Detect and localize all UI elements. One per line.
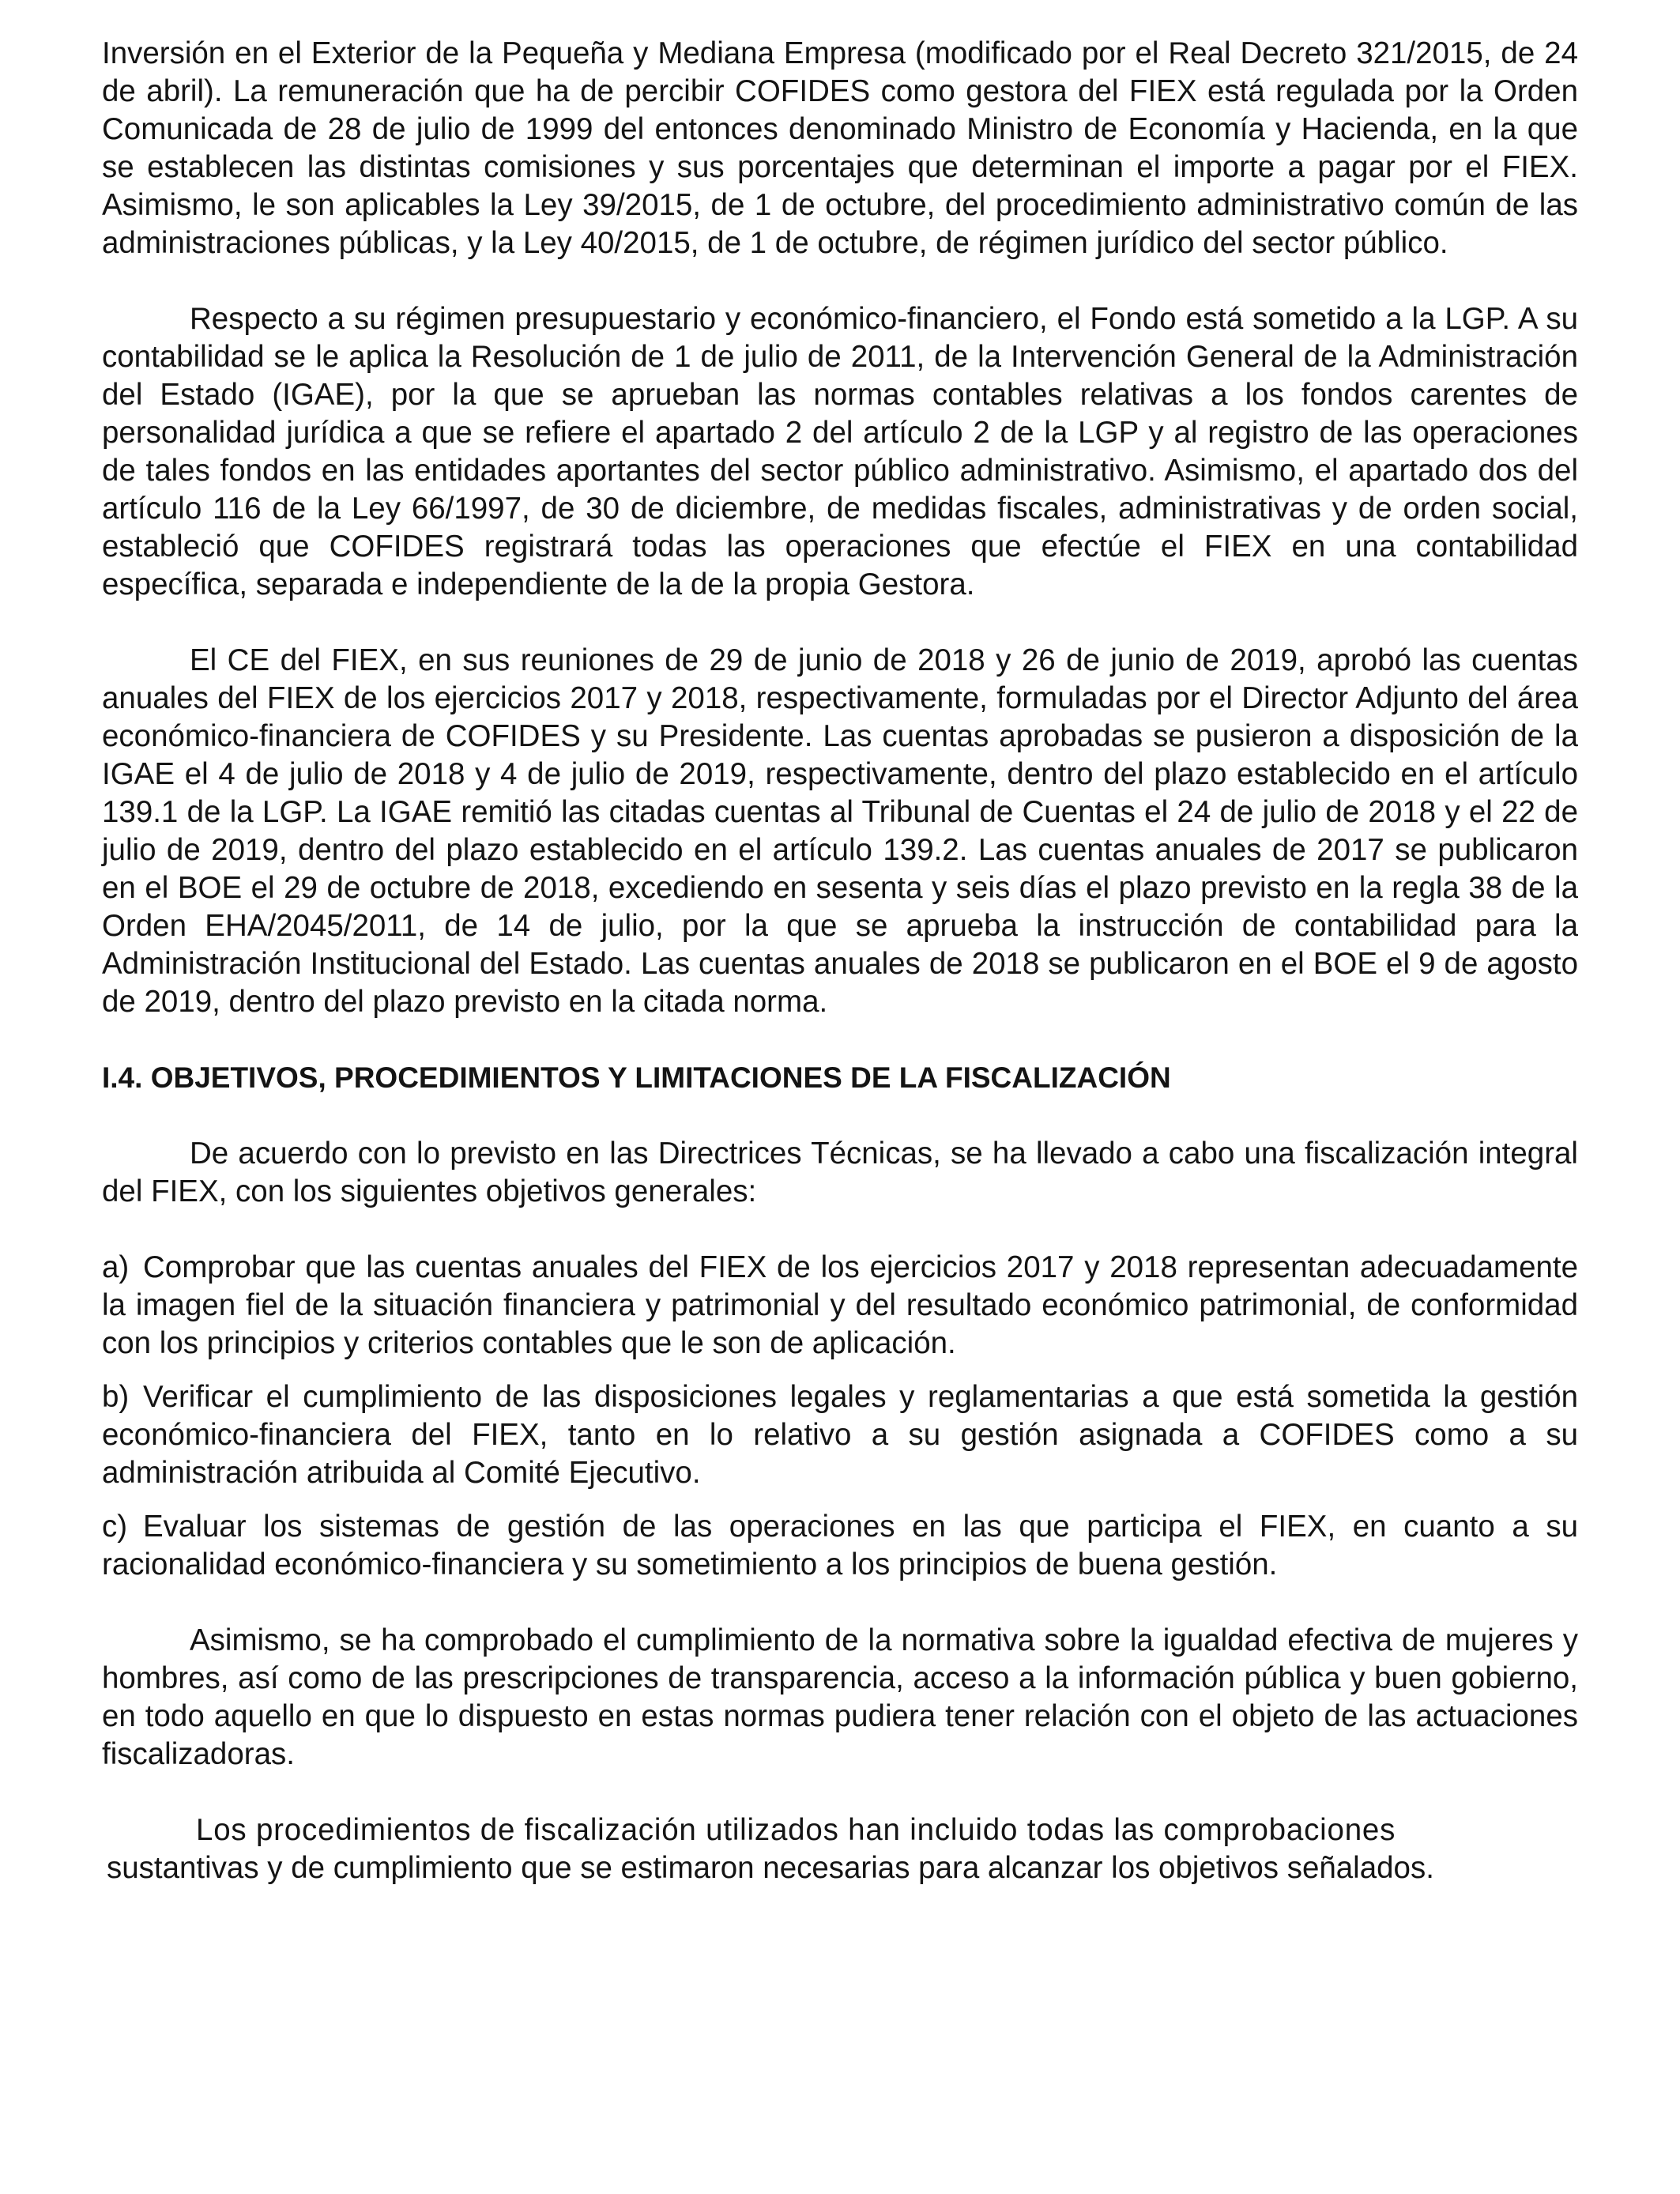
objective-text: Comprobar que las cuentas anuales del FIEX de los ejercicios 2017 y 2018 representan adecuadamente la imagen fiel de la situación financiera y patrimonial y del resultado económico patrimonial, de conformidad con los principios y criterios contables que le son de aplicación. bbox=[102, 1250, 1578, 1360]
objective-item-c bbox=[102, 1508, 1578, 1584]
objective-marker: c) bbox=[102, 1510, 128, 1544]
paragraph-intro: Inversión en el Exterior de la Pequeña y Mediana Empresa (modificado por el Real Decreto 321/2015, de 24 de abril). La remuneración que ha de percibir COFIDES como gestora del FIEX está regulada por la Orden Comunicada de 28 de julio de 1999 del entonces denominado Ministro de Economía y Hacienda, en la que se establecen las distintas comisiones y sus porcentajes que determinan el importe a pagar por el FIEX. Asimismo, le son aplicables la Ley 39/2015, de 1 de octubre, del procedimiento administrativo común de las administraciones públicas, y la Ley 40/2015, de 1 de octubre, de régimen jurídico del sector público. bbox=[102, 36, 1578, 260]
procedimientos-line-1: Los procedimientos de fiscalización utilizados han incluido todas las comprobaciones bbox=[196, 1813, 1396, 1847]
paragraph-directrices: De acuerdo con lo previsto en las Directrices Técnicas, se ha llevado a cabo una fiscalización integral del FIEX, con los siguientes objetivos generales: bbox=[102, 1137, 1578, 1208]
paragraph-procedimientos bbox=[102, 1811, 1578, 1887]
objective-text: Verificar el cumplimiento de las disposiciones legales y reglamentarias a que está sometida la gestión económico-financiera del FIEX, tanto en lo relativo a su gestión asignada a COFIDES como a su administración atribuida al Comité Ejecutivo. bbox=[102, 1380, 1578, 1490]
objective-item-b bbox=[102, 1378, 1578, 1492]
document-page bbox=[102, 35, 1578, 1887]
section-heading: I.4. OBJETIVOS, PROCEDIMIENTOS Y LIMITACIONES DE LA FISCALIZACIÓN bbox=[102, 1061, 1171, 1094]
objective-item-a bbox=[102, 1249, 1578, 1363]
objective-marker: b) bbox=[102, 1380, 130, 1414]
objective-text: Evaluar los sistemas de gestión de las operaciones en las que participa el FIEX, en cuanto a su racionalidad económico-financiera y su sometimiento a los principios de buena gestión. bbox=[102, 1510, 1578, 1581]
paragraph-cuentas-anuales: El CE del FIEX, en sus reuniones de 29 de junio de 2018 y 26 de junio de 2019, aprobó las cuentas anuales del FIEX de los ejercicios 2017 y 2018, respectivamente, formuladas por el Director Adjunto del área económico-financiera de COFIDES y su Presidente. Las cuentas aprobadas se pusieron a disposición de la IGAE el 4 de julio de 2018 y 4 de julio de 2019, respectivamente, dentro del plazo establecido en el artículo 139.1 de la LGP. La IGAE remitió las citadas cuentas al Tribunal de Cuentas el 24 de julio de 2018 y el 22 de julio de 2019, dentro del plazo establecido en el artículo 139.2. Las cuentas anuales de 2017 se publicaron en el BOE el 29 de octubre de 2018, excediendo en sesenta y seis días el plazo previsto en la regla 38 de la Orden EHA/2045/2011, de 14 de julio, por la que se aprueba la instrucción de contabilidad para la Administración Institucional del Estado. Las cuentas anuales de 2018 se publicaron en el BOE el 9 de agosto de 2019, dentro del plazo previsto en la citada norma. bbox=[102, 643, 1578, 1019]
procedimientos-line-2: sustantivas y de cumplimiento que se estimaron necesarias para alcanzar los objetivos señalados. bbox=[107, 1851, 1434, 1885]
paragraph-igualdad: Asimismo, se ha comprobado el cumplimiento de la normativa sobre la igualdad efectiva de mujeres y hombres, así como de las prescripciones de transparencia, acceso a la información pública y buen gobierno, en todo aquello en que lo dispuesto en estas normas pudiera tener relación con el objeto de las actuaciones fiscalizadoras. bbox=[102, 1623, 1578, 1771]
objective-marker: a) bbox=[102, 1250, 130, 1284]
paragraph-regimen-presupuestario: Respecto a su régimen presupuestario y económico-financiero, el Fondo está sometido a la LGP. A su contabilidad se le aplica la Resolución de 1 de julio de 2011, de la Intervención General de la Administración del Estado (IGAE), por la que se aprueban las normas contables relativas a los fondos carentes de personalidad jurídica a que se refiere el apartado 2 del artículo 2 de la LGP y al registro de las operaciones de tales fondos en las entidades aportantes del sector público administrativo. Asimismo, el apartado dos del artículo 116 de la Ley 66/1997, de 30 de diciembre, de medidas fiscales, administrativas y de orden social, estableció que COFIDES registrará todas las operaciones que efectúe el FIEX en una contabilidad específica, separada e independiente de la de la propia Gestora. bbox=[102, 302, 1578, 601]
